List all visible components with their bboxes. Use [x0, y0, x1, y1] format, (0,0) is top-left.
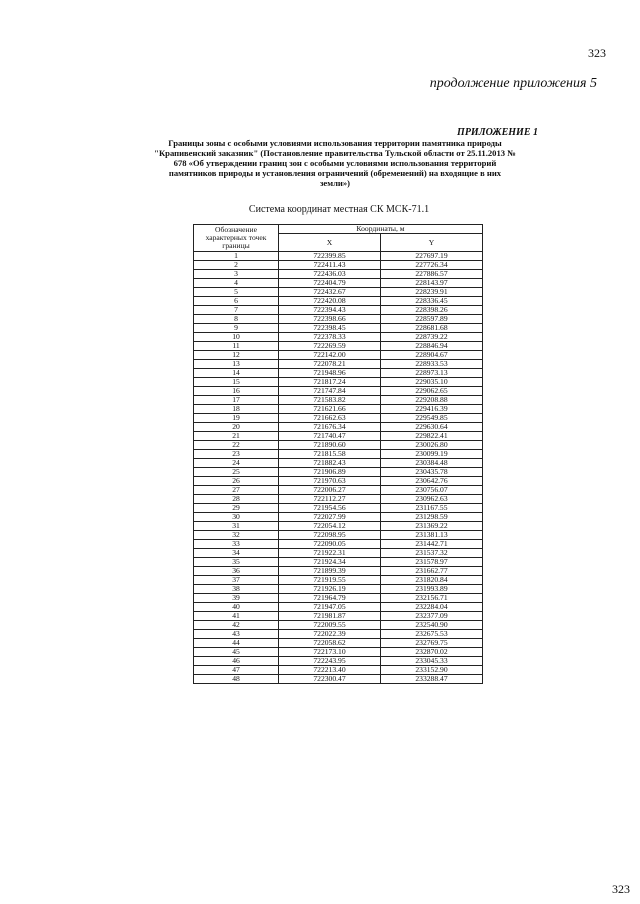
y-coordinate-cell: 233045.33 — [381, 657, 483, 666]
y-coordinate-cell: 231993.89 — [381, 585, 483, 594]
point-number-cell: 47 — [194, 666, 279, 675]
header-x: X — [279, 234, 381, 252]
point-number-cell: 29 — [194, 504, 279, 513]
point-number-cell: 30 — [194, 513, 279, 522]
y-coordinate-cell: 228336.45 — [381, 297, 483, 306]
y-coordinate-cell: 232870.02 — [381, 648, 483, 657]
coordinates-table — [193, 224, 483, 684]
x-coordinate-cell: 721817.24 — [279, 378, 381, 387]
y-coordinate-cell: 229630.64 — [381, 423, 483, 432]
title-line: Границы зоны с особыми условиями использования территории памятника природы — [168, 138, 502, 148]
x-coordinate-cell: 721747.84 — [279, 387, 381, 396]
x-coordinate-cell: 721740.47 — [279, 432, 381, 441]
x-coordinate-cell: 721890.60 — [279, 441, 381, 450]
point-number-cell: 16 — [194, 387, 279, 396]
x-coordinate-cell: 721815.58 — [279, 450, 381, 459]
x-coordinate-cell: 721583.82 — [279, 396, 381, 405]
x-coordinate-cell: 722009.55 — [279, 621, 381, 630]
y-coordinate-cell: 231442.71 — [381, 540, 483, 549]
point-number-cell: 9 — [194, 324, 279, 333]
y-coordinate-cell: 232769.75 — [381, 639, 483, 648]
point-number-cell: 36 — [194, 567, 279, 576]
y-coordinate-cell: 228904.67 — [381, 351, 483, 360]
page-number-top: 323 — [588, 46, 606, 60]
page-number-bottom: 323 — [612, 882, 630, 896]
x-coordinate-cell: 722090.05 — [279, 540, 381, 549]
y-coordinate-cell: 227697.19 — [381, 252, 483, 261]
y-coordinate-cell: 227726.34 — [381, 261, 483, 270]
point-number-cell: 5 — [194, 288, 279, 297]
y-coordinate-cell: 229062.65 — [381, 387, 483, 396]
point-number-cell: 24 — [194, 459, 279, 468]
header-coordinates: Координаты, м — [279, 225, 483, 234]
x-coordinate-cell: 722300.47 — [279, 675, 381, 684]
point-number-cell: 43 — [194, 630, 279, 639]
point-number-cell: 4 — [194, 279, 279, 288]
x-coordinate-cell: 722399.85 — [279, 252, 381, 261]
title-line: земли») — [319, 178, 351, 188]
x-coordinate-cell: 722404.79 — [279, 279, 381, 288]
point-number-cell: 40 — [194, 603, 279, 612]
y-coordinate-cell: 230384.48 — [381, 459, 483, 468]
x-coordinate-cell: 722420.08 — [279, 297, 381, 306]
x-coordinate-cell: 721621.66 — [279, 405, 381, 414]
x-coordinate-cell: 722022.39 — [279, 630, 381, 639]
point-number-cell: 19 — [194, 414, 279, 423]
y-coordinate-cell: 231167.55 — [381, 504, 483, 513]
point-number-cell: 1 — [194, 252, 279, 261]
x-coordinate-cell: 722054.12 — [279, 522, 381, 531]
y-coordinate-cell: 229822.41 — [381, 432, 483, 441]
x-coordinate-cell: 721954.56 — [279, 504, 381, 513]
x-coordinate-cell: 722269.59 — [279, 342, 381, 351]
point-number-cell: 33 — [194, 540, 279, 549]
y-coordinate-cell: 231820.84 — [381, 576, 483, 585]
y-coordinate-cell: 231578.97 — [381, 558, 483, 567]
y-coordinate-cell: 228973.13 — [381, 369, 483, 378]
coordinate-system-caption: Система координат местная СК МСК-71.1 — [248, 204, 430, 215]
y-coordinate-cell: 232284.04 — [381, 603, 483, 612]
point-number-cell: 32 — [194, 531, 279, 540]
y-coordinate-cell: 228597.89 — [381, 315, 483, 324]
x-coordinate-cell: 721964.79 — [279, 594, 381, 603]
y-coordinate-cell: 233152.90 — [381, 666, 483, 675]
point-number-cell: 39 — [194, 594, 279, 603]
point-number-cell: 42 — [194, 621, 279, 630]
point-number-cell: 14 — [194, 369, 279, 378]
point-number-cell: 22 — [194, 441, 279, 450]
y-coordinate-cell: 228681.68 — [381, 324, 483, 333]
x-coordinate-cell: 721926.19 — [279, 585, 381, 594]
point-number-cell: 18 — [194, 405, 279, 414]
y-coordinate-cell: 232156.71 — [381, 594, 483, 603]
x-coordinate-cell: 722142.00 — [279, 351, 381, 360]
point-number-cell: 2 — [194, 261, 279, 270]
x-coordinate-cell: 722243.95 — [279, 657, 381, 666]
y-coordinate-cell: 231662.77 — [381, 567, 483, 576]
title-line: "Крапивенский заказник" (Постановление правительства Тульской области от 25.11.2013 № — [154, 148, 516, 158]
continuation-note: продолжение приложения 5 — [429, 76, 597, 91]
x-coordinate-cell: 722027.99 — [279, 513, 381, 522]
header-point-designation: Обозначение характерных точек границы — [194, 225, 279, 252]
x-coordinate-cell: 722436.03 — [279, 270, 381, 279]
x-coordinate-cell: 721970.63 — [279, 477, 381, 486]
y-coordinate-cell: 228846.94 — [381, 342, 483, 351]
point-number-cell: 28 — [194, 495, 279, 504]
table-row — [194, 675, 483, 684]
x-coordinate-cell: 722394.43 — [279, 306, 381, 315]
y-coordinate-cell: 232675.53 — [381, 630, 483, 639]
point-number-cell: 38 — [194, 585, 279, 594]
x-coordinate-cell: 721924.34 — [279, 558, 381, 567]
x-coordinate-cell: 722173.10 — [279, 648, 381, 657]
y-coordinate-cell: 229416.39 — [381, 405, 483, 414]
point-number-cell: 10 — [194, 333, 279, 342]
y-coordinate-cell: 228398.26 — [381, 306, 483, 315]
coordinates-table-body — [194, 252, 483, 684]
point-number-cell: 27 — [194, 486, 279, 495]
point-number-cell: 23 — [194, 450, 279, 459]
x-coordinate-cell: 721676.34 — [279, 423, 381, 432]
x-coordinate-cell: 721981.87 — [279, 612, 381, 621]
y-coordinate-cell: 230642.76 — [381, 477, 483, 486]
x-coordinate-cell: 721906.89 — [279, 468, 381, 477]
y-coordinate-cell: 230435.78 — [381, 468, 483, 477]
x-coordinate-cell: 721948.96 — [279, 369, 381, 378]
point-number-cell: 41 — [194, 612, 279, 621]
y-coordinate-cell: 228739.22 — [381, 333, 483, 342]
x-coordinate-cell: 721922.31 — [279, 549, 381, 558]
point-number-cell: 8 — [194, 315, 279, 324]
x-coordinate-cell: 722398.66 — [279, 315, 381, 324]
y-coordinate-cell: 231369.22 — [381, 522, 483, 531]
point-number-cell: 26 — [194, 477, 279, 486]
point-number-cell: 11 — [194, 342, 279, 351]
point-number-cell: 25 — [194, 468, 279, 477]
y-coordinate-cell: 230756.07 — [381, 486, 483, 495]
x-coordinate-cell: 722432.67 — [279, 288, 381, 297]
y-coordinate-cell: 230099.19 — [381, 450, 483, 459]
title-line: 678 «Об утверждении границ зон с особыми условиями использования территорий — [173, 158, 497, 168]
point-number-cell: 13 — [194, 360, 279, 369]
y-coordinate-cell: 231298.59 — [381, 513, 483, 522]
y-coordinate-cell: 228239.91 — [381, 288, 483, 297]
point-number-cell: 6 — [194, 297, 279, 306]
y-coordinate-cell: 230962.63 — [381, 495, 483, 504]
x-coordinate-cell: 721882.43 — [279, 459, 381, 468]
point-number-cell: 35 — [194, 558, 279, 567]
point-number-cell: 15 — [194, 378, 279, 387]
point-number-cell: 34 — [194, 549, 279, 558]
point-number-cell: 44 — [194, 639, 279, 648]
y-coordinate-cell: 227886.57 — [381, 270, 483, 279]
x-coordinate-cell: 722098.95 — [279, 531, 381, 540]
y-coordinate-cell: 232377.09 — [381, 612, 483, 621]
x-coordinate-cell: 722058.62 — [279, 639, 381, 648]
x-coordinate-cell: 722006.27 — [279, 486, 381, 495]
x-coordinate-cell: 722378.33 — [279, 333, 381, 342]
document-title — [128, 138, 542, 188]
y-coordinate-cell: 231537.32 — [381, 549, 483, 558]
x-coordinate-cell: 722398.45 — [279, 324, 381, 333]
y-coordinate-cell: 228143.97 — [381, 279, 483, 288]
x-coordinate-cell: 722411.43 — [279, 261, 381, 270]
y-coordinate-cell: 229549.85 — [381, 414, 483, 423]
y-coordinate-cell: 233288.47 — [381, 675, 483, 684]
point-number-cell: 37 — [194, 576, 279, 585]
x-coordinate-cell: 721662.63 — [279, 414, 381, 423]
point-number-cell: 21 — [194, 432, 279, 441]
point-number-cell: 48 — [194, 675, 279, 684]
point-number-cell: 12 — [194, 351, 279, 360]
y-coordinate-cell: 232540.90 — [381, 621, 483, 630]
title-line: памятников природы и установления ограничений (обременений) на входящие в них — [168, 168, 502, 178]
point-number-cell: 45 — [194, 648, 279, 657]
y-coordinate-cell: 229035.10 — [381, 378, 483, 387]
point-number-cell: 3 — [194, 270, 279, 279]
y-coordinate-cell: 230026.80 — [381, 441, 483, 450]
x-coordinate-cell: 722112.27 — [279, 495, 381, 504]
header-y: Y — [381, 234, 483, 252]
point-number-cell: 7 — [194, 306, 279, 315]
x-coordinate-cell: 721899.39 — [279, 567, 381, 576]
point-number-cell: 20 — [194, 423, 279, 432]
x-coordinate-cell: 721947.05 — [279, 603, 381, 612]
y-coordinate-cell: 228933.53 — [381, 360, 483, 369]
appendix-label: ПРИЛОЖЕНИЕ 1 — [457, 127, 538, 138]
point-number-cell: 17 — [194, 396, 279, 405]
point-number-cell: 46 — [194, 657, 279, 666]
y-coordinate-cell: 231381.13 — [381, 531, 483, 540]
x-coordinate-cell: 722078.21 — [279, 360, 381, 369]
x-coordinate-cell: 722213.40 — [279, 666, 381, 675]
point-number-cell: 31 — [194, 522, 279, 531]
y-coordinate-cell: 229208.88 — [381, 396, 483, 405]
x-coordinate-cell: 721919.55 — [279, 576, 381, 585]
